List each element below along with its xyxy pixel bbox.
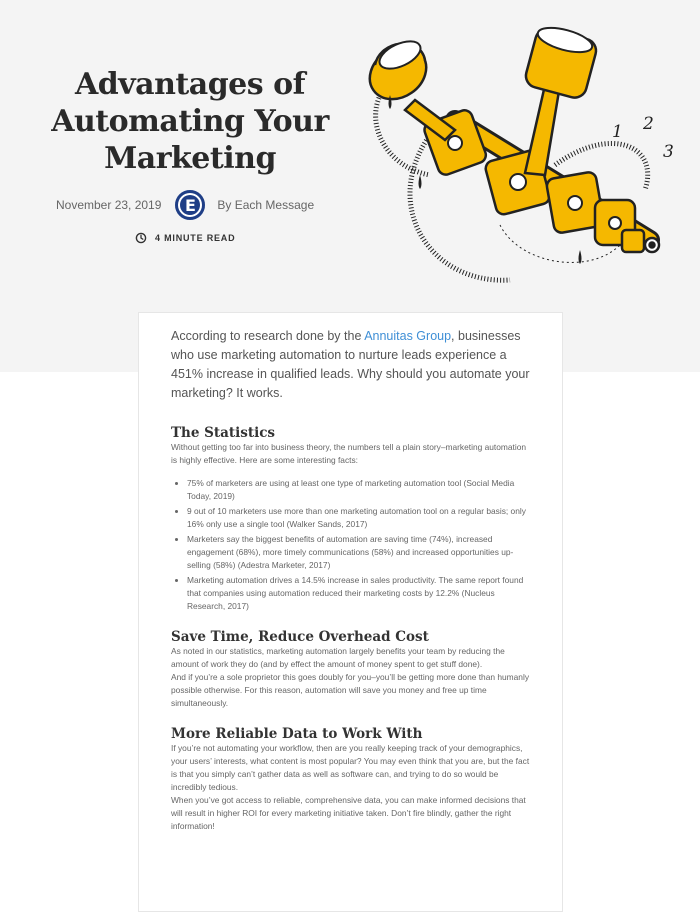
clock-icon (135, 232, 147, 244)
statistics-paragraph: Without getting too far into business theory, the numbers tell a plain story–marketing automation is highly effective. Here are some interesting facts: (171, 442, 527, 465)
post-date: November 23, 2019 (56, 198, 162, 212)
list-item: • 9 out of 10 marketers use more than one marketing automation tool on a regular basis; only 16% only use a single tool (Walker Sands, 2017) (187, 505, 530, 531)
post-meta (56, 189, 316, 221)
save-time-paragraph-1: As noted in our statistics, marketing automation largely benefits your team by reducing the amount of work they do (and by effect the amount of money spent to get stuff done). (171, 646, 505, 669)
illustration-label-1: 1 (612, 122, 623, 142)
reliable-data-paragraph-2: When you’ve got access to reliable, comprehensive data, you can make informed decisions that will result in higher ROI for every marketing initiative taken. Don’t fire blindly, gather the right information! (171, 795, 526, 831)
facts-list (171, 477, 530, 613)
intro-text-before: According to research done by the (171, 329, 365, 343)
list-item: • Marketing automation drives a 14.5% increase in sales productivity. The same report found that companies using automation reduced their marketing costs by 12.2% (Nucleus Research, 2017) (187, 574, 530, 613)
list-item: • 75% of marketers are using at least one type of marketing automation tool (Social Media Today, 2019) (187, 477, 530, 503)
section-heading-save-time: Save Time, Reduce Overhead Cost (171, 629, 429, 645)
author-name[interactable]: By Each Message (217, 198, 315, 212)
read-time (135, 230, 235, 246)
annuitas-group-link[interactable]: Annuitas Group (364, 329, 452, 343)
illustration-label-2: 2 (643, 114, 654, 134)
intro-paragraph (171, 327, 530, 403)
article-card (138, 312, 563, 912)
illustration-label-3: 3 (663, 142, 674, 162)
author-avatar[interactable]: E (175, 190, 205, 220)
section-heading-reliable-data: More Reliable Data to Work With (171, 726, 423, 742)
read-time-label: 4 MINUTE READ (155, 233, 236, 243)
save-time-paragraph-2: And if you’re a sole proprietor this goes doubly for you–you’ll be getting more done than humanly possible otherwise. For this reason, automation will save you money and free up time simultaneously. (171, 672, 530, 708)
section-heading-statistics: The Statistics (171, 425, 276, 441)
engine-pistons-illustration (360, 25, 690, 295)
page-title: Advantages of Automating Your Marketing (51, 67, 329, 176)
intro-text-after: , businesses who use marketing automation to nurture leads experience a 451% increase in qualified leads. Why should you automate your marketing? It works. (171, 329, 530, 400)
reliable-data-paragraph-1: If you’re not automating your workflow, then are you really keeping track of your demographics, your users’ interests, what content is most popular? You may even think that you are, but the fact is that you simply can’t gather data as well as software can, and trying to do so would be incredibly tedious. (171, 743, 530, 792)
list-item: • Marketers say the biggest benefits of automation are saving time (74%), increased engagement (68%), more timely communications (58%) and increased opportunities up-selling (58%) (Adestra Marketer, 2017) (187, 533, 530, 572)
